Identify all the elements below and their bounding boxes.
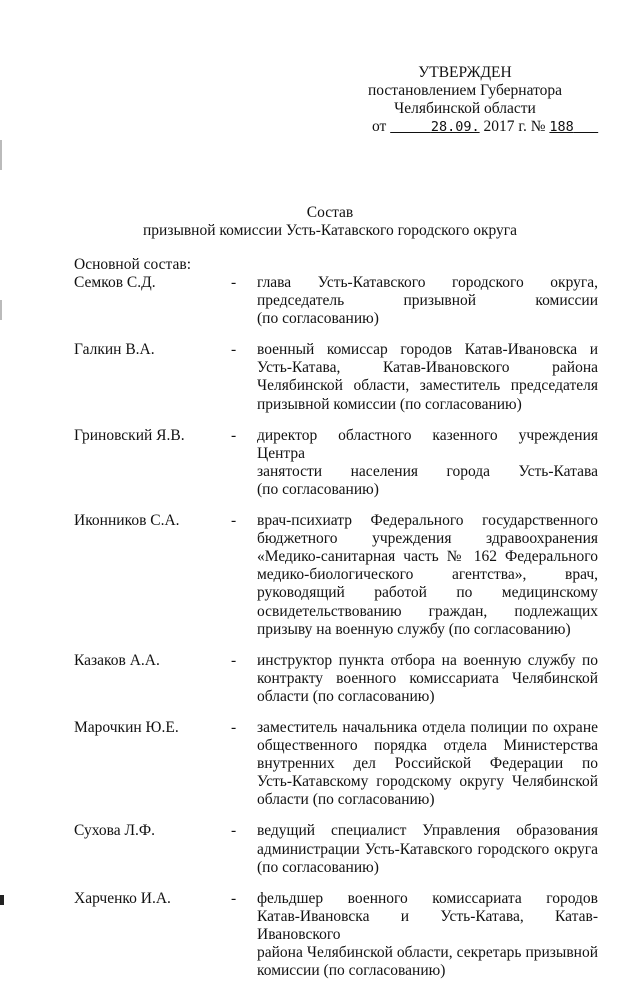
member-role-line: заместитель начальника отдела полиции по охране xyxy=(257,718,598,736)
member-role-line: занятости населения города Усть-Катава xyxy=(257,462,598,480)
scan-corner-mark xyxy=(0,895,4,905)
member-name: Галкин В.А. xyxy=(74,341,155,359)
approval-line-1: постановлением Губернатора xyxy=(367,82,563,99)
member-role-line: руководящий работой по медицинскому xyxy=(257,584,598,602)
member-role-line: области (по согласованию) xyxy=(257,791,435,809)
member-name: Гриновский Я.В. xyxy=(74,426,185,444)
member-row xyxy=(74,719,598,809)
member-role xyxy=(257,274,598,328)
member-dash: - xyxy=(231,512,237,530)
member-role-line: «Медико-санитарная часть № 162 Федерального xyxy=(257,548,598,566)
member-role-line: администрации Усть-Катавского городского округа xyxy=(257,840,598,858)
member-role-line: инструктор пункта отбора на военную службу по xyxy=(257,651,598,669)
member-role-line: контракту военного комиссариата Челябинской xyxy=(257,669,598,687)
member-dash: - xyxy=(231,426,237,444)
member-role-line: призыву на военную службу (по согласованию) xyxy=(257,620,571,638)
approval-line-2: Челябинской области xyxy=(394,100,536,117)
date-year: 2017 г. № xyxy=(483,118,546,135)
date-value: 28.09. xyxy=(430,119,480,135)
approval-date-line xyxy=(360,118,574,136)
member-name: Сухова Л.Ф. xyxy=(74,822,155,840)
member-row xyxy=(74,652,598,706)
member-name: Иконников С.А. xyxy=(74,512,180,530)
member-row xyxy=(74,427,598,499)
document-subtitle: призывной комиссии Усть-Катавского городского округа xyxy=(142,222,518,239)
member-row xyxy=(74,512,598,639)
member-role xyxy=(257,341,598,413)
date-prefix: от xyxy=(372,118,387,135)
member-role-line: общественного порядка отдела Министерства xyxy=(257,737,598,755)
member-role-line: комиссии (по согласованию) xyxy=(257,962,446,980)
member-role-line: бюджетного учреждения здравоохранения xyxy=(257,530,598,548)
document-title: Состав xyxy=(306,204,354,221)
member-role-line: Усть-Катавскому городскому округу Челябинской xyxy=(257,773,598,791)
member-role-line: врач-психиатр Федерального государственного xyxy=(257,512,598,530)
member-dash: - xyxy=(231,718,237,736)
member-role-line: освидетельствованию граждан, подлежащих xyxy=(257,602,598,620)
document-title-block xyxy=(60,204,600,240)
member-role-line: Челябинской области, заместитель председателя xyxy=(257,377,598,395)
member-dash: - xyxy=(231,651,237,669)
member-role-line: Усть-Катава, Катав-Ивановского района xyxy=(257,359,598,377)
member-role-line: (по согласованию) xyxy=(257,310,379,328)
approval-block xyxy=(360,64,574,136)
member-row xyxy=(74,822,598,876)
member-role-line: (по согласованию) xyxy=(257,480,379,498)
member-role-line: района Челябинской области, секретарь призывной xyxy=(257,944,598,961)
member-role-line: внутренних дел Российской Федерации по xyxy=(257,755,598,773)
member-role xyxy=(257,512,598,639)
member-role-line: фельдшер военного комиссариата городов xyxy=(257,889,598,907)
member-role-line: глава Усть-Катавского городского округа, xyxy=(257,274,598,291)
scan-edge-mark xyxy=(0,140,2,170)
member-role-line: Катав-Ивановска и Усть-Катава, Катав-Ивановского xyxy=(257,907,598,943)
member-row xyxy=(74,890,598,980)
member-name: Марочкин Ю.Е. xyxy=(74,718,179,736)
member-role xyxy=(257,652,598,706)
member-role xyxy=(257,719,598,809)
member-role-line: (по согласованию) xyxy=(257,858,379,876)
member-name: Семков С.Д. xyxy=(74,274,156,291)
member-dash: - xyxy=(231,822,237,840)
decree-number: 188 xyxy=(549,119,574,135)
member-row xyxy=(74,274,598,328)
member-dash: - xyxy=(231,341,237,359)
member-row xyxy=(74,341,598,413)
scan-edge-mark xyxy=(0,300,2,320)
member-role xyxy=(257,822,598,876)
member-role xyxy=(257,427,598,499)
members-list xyxy=(74,274,598,993)
member-dash: - xyxy=(231,889,237,907)
section-heading: Основной состав: xyxy=(74,256,192,273)
member-role-line: военный комиссар городов Катав-Ивановска и xyxy=(257,341,598,359)
member-role-line: ведущий специалист Управления образования xyxy=(257,822,598,840)
member-role-line: директор областного казенного учреждения Центра xyxy=(257,426,598,462)
member-role xyxy=(257,890,598,980)
member-role-line: области (по согласованию) xyxy=(257,687,435,705)
member-role-line: призывной комиссии (по согласованию) xyxy=(257,395,522,413)
member-role-line: медико-биологического агентства», врач, xyxy=(257,566,598,584)
member-dash: - xyxy=(231,274,237,291)
member-role-line: председатель призывной комиссии xyxy=(257,292,598,310)
approval-title: УТВЕРЖДЕН xyxy=(418,64,512,81)
member-name: Харченко И.А. xyxy=(74,889,171,907)
member-name: Казаков А.А. xyxy=(74,651,160,669)
